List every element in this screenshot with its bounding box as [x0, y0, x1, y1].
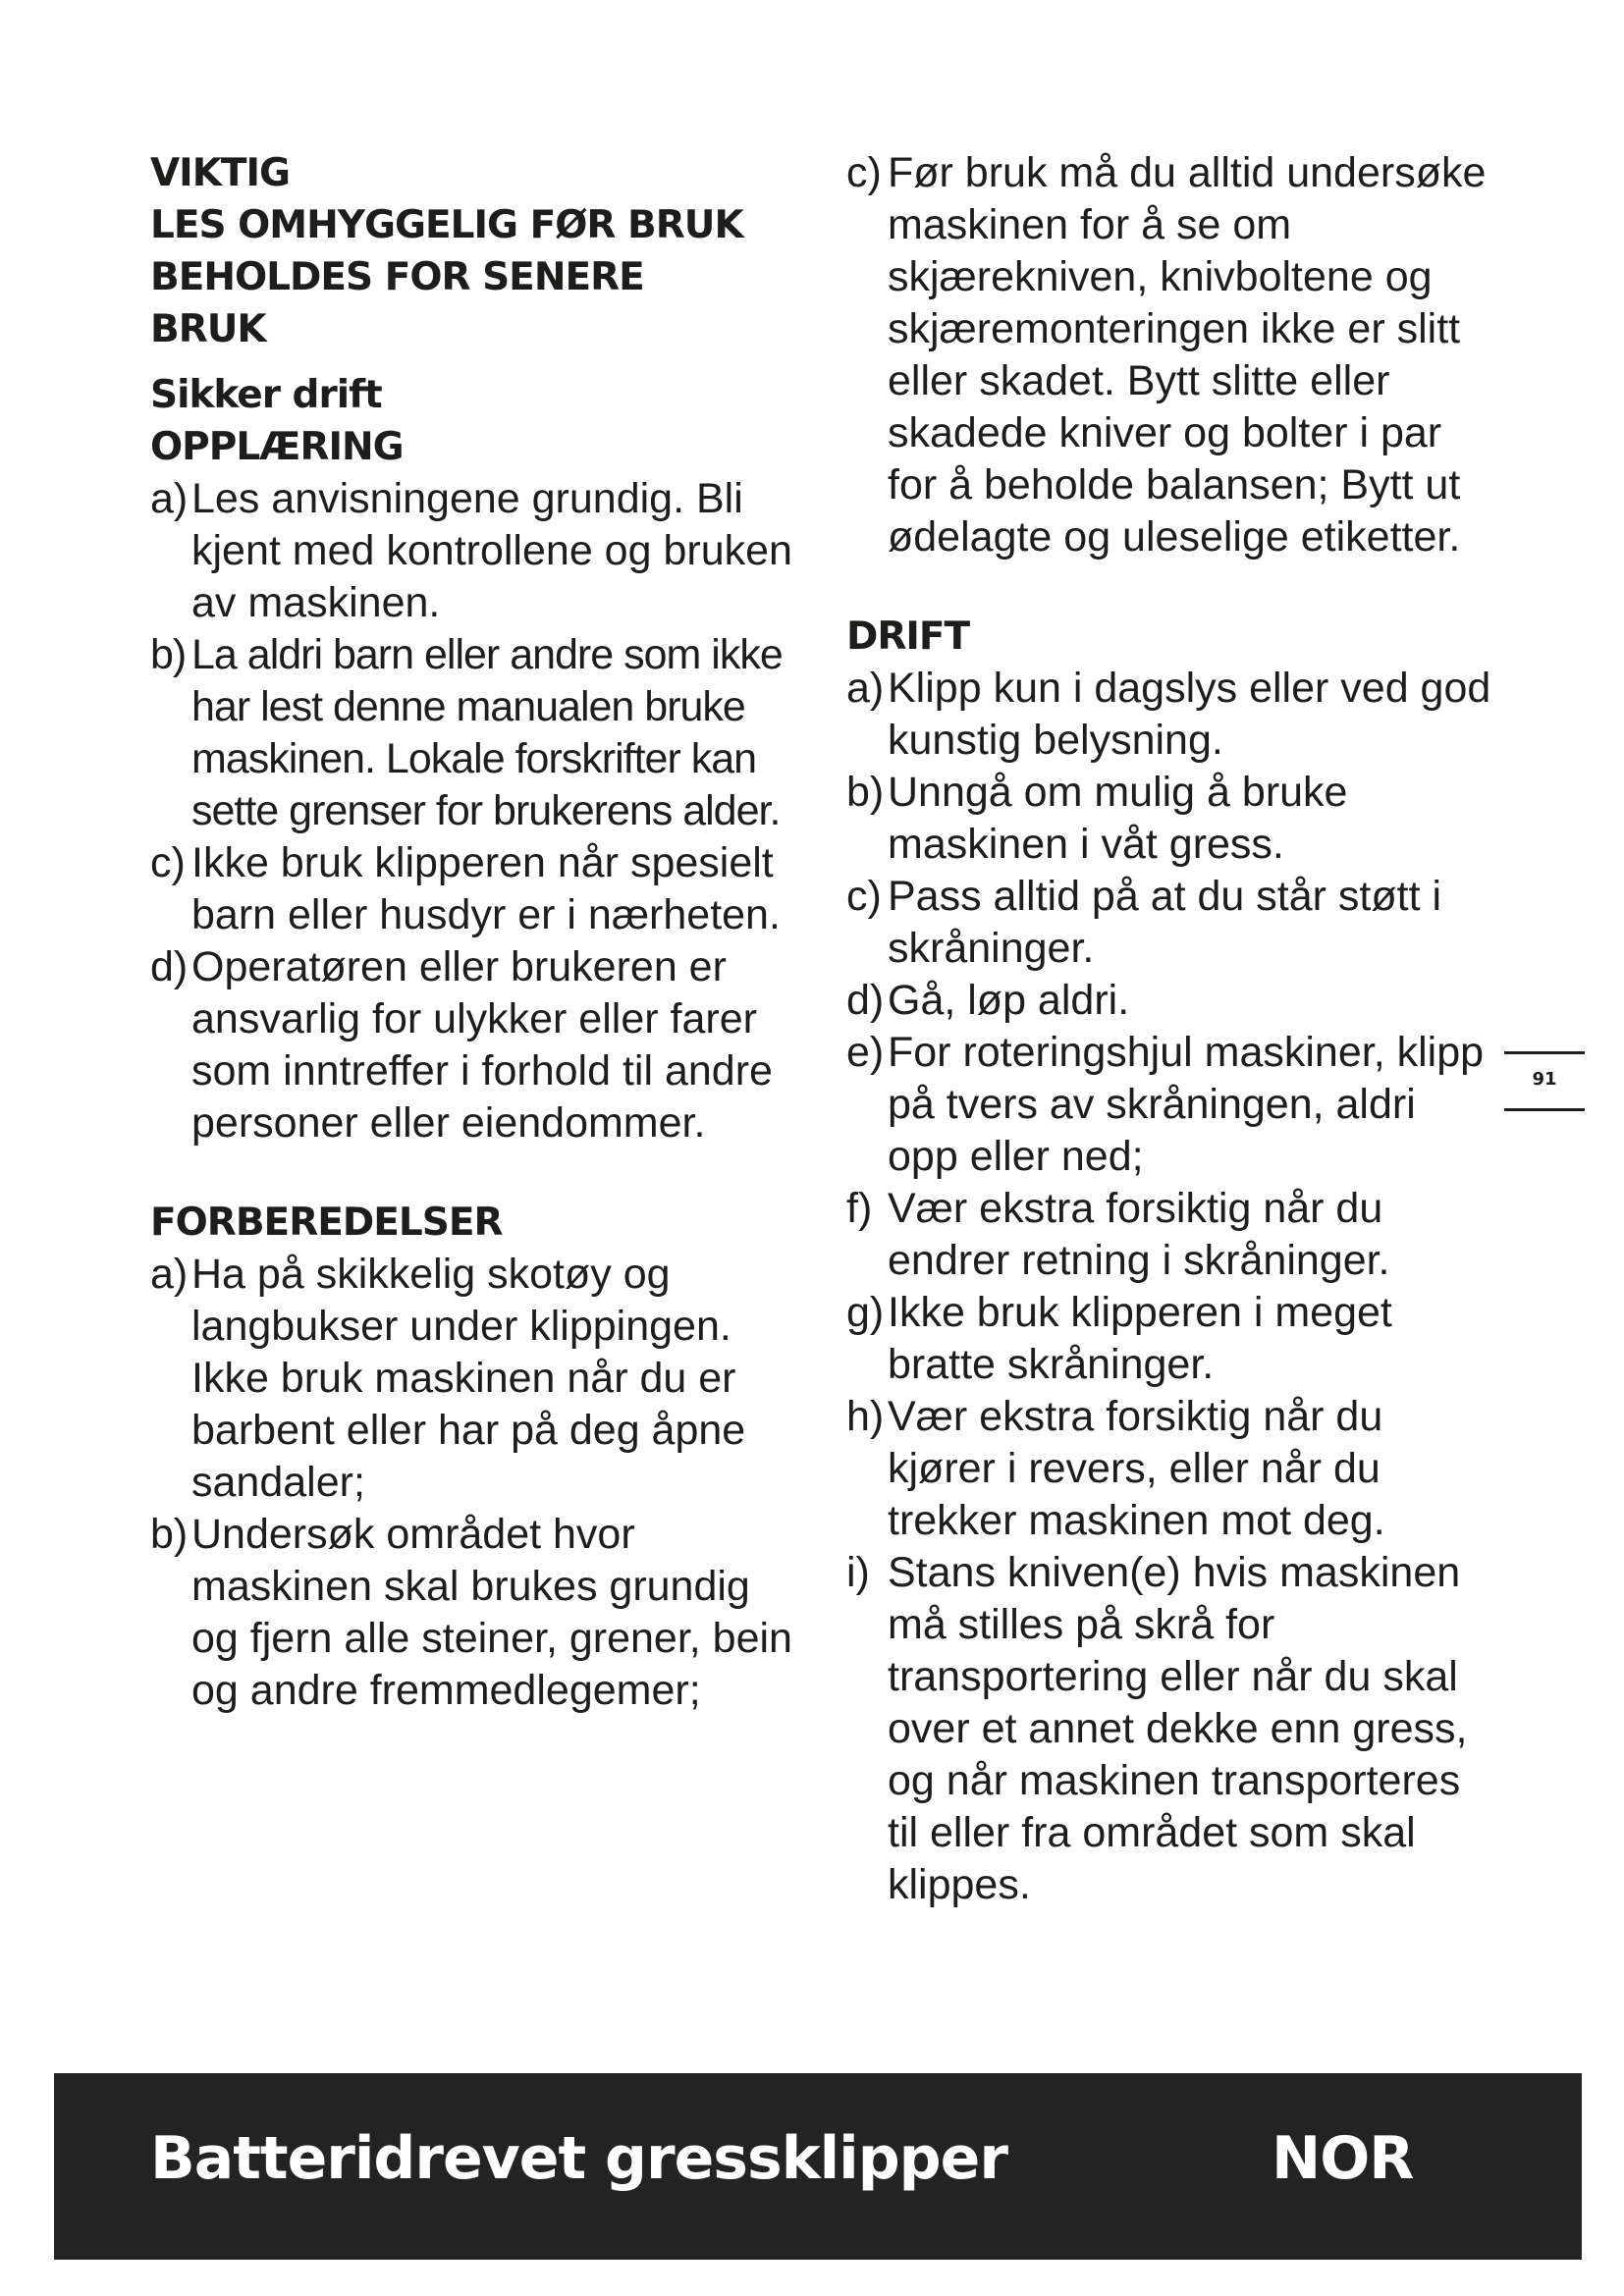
list-item: [846, 663, 1494, 767]
item-text: Vær ekstra forsiktig når du kjører i revers, eller når du trekker maskinen mot deg.: [888, 1393, 1385, 1544]
item-marker: d): [846, 977, 885, 1024]
training-list: [150, 473, 798, 1149]
list-item: [150, 1249, 798, 1509]
operation-title: DRIFT: [846, 614, 970, 659]
important-heading: VIKTIG: [150, 151, 291, 195]
list-item: [150, 629, 798, 837]
item-text: Ikke bruk klipperen når spesielt barn eller husdyr er i nærheten.: [191, 839, 781, 938]
safety-title: Sikker drift: [150, 373, 382, 417]
item-marker: c): [846, 149, 882, 196]
list-item: [846, 1027, 1494, 1183]
item-marker: a): [150, 1251, 189, 1298]
operation-list: [846, 663, 1494, 1911]
item-text: Pass alltid på at du står støtt i skråninger.: [888, 873, 1442, 972]
item-text: Før bruk må du alltid undersøke maskinen for å se om skjærekniven, knivboltene og skjæremonteringen ikke er slitt eller skadet. Bytt slitte eller skadede kniver og bolter i par for å beholde balansen; Bytt ut ødelagte og uleselige etiketter.: [888, 149, 1487, 561]
list-item: [150, 941, 798, 1149]
list-item: [846, 1391, 1494, 1547]
preparation-title: FORBEREDELSER: [150, 1201, 503, 1245]
item-marker: c): [846, 873, 882, 920]
list-item: [846, 1547, 1494, 1911]
item-marker: b): [846, 769, 885, 816]
item-text: La aldri barn eller andre som ikke har lest denne manualen bruke maskinen. Lokale forskrifter kan sette grenser for brukerens alder.: [191, 631, 783, 834]
item-text: Vær ekstra forsiktig når du endrer retning i skråninger.: [888, 1185, 1390, 1284]
item-marker: d): [150, 943, 189, 990]
item-marker: g): [846, 1289, 885, 1336]
left-column: [150, 147, 798, 1717]
item-marker: f): [846, 1185, 873, 1232]
keep-heading: BEHOLDES FOR SENERE: [150, 255, 644, 299]
item-marker: c): [150, 839, 186, 886]
footer-title: Batteridrevet gressklipper: [150, 2124, 1007, 2193]
item-text: Operatøren eller brukeren er ansvarlig for ulykker eller farer som inntreffer i forhold til andre personer eller eiendommer.: [191, 943, 773, 1147]
item-marker: b): [150, 631, 187, 678]
item-marker: h): [846, 1393, 885, 1440]
page-number-rule-bottom: [1504, 1108, 1585, 1111]
list-item: [150, 473, 798, 629]
list-item: [846, 767, 1494, 871]
item-text: Ha på skikkelig skotøy og langbukser under klippingen. Ikke bruk maskinen når du er barbent eller har på deg åpne sandaler;: [191, 1251, 746, 1506]
list-item: [846, 871, 1494, 975]
item-text: Undersøk området hvor maskinen skal brukes grundig og fjern alle steiner, grener, bein og andre fremmedlegemer;: [191, 1511, 792, 1714]
item-text: Gå, løp aldri.: [888, 977, 1130, 1024]
preparation-list-cont: [846, 147, 1494, 563]
item-marker: a): [150, 475, 189, 522]
item-text: Klipp kun i dagslys eller ved god kunstig belysning.: [888, 665, 1491, 764]
item-text: For roteringshjul maskiner, klipp på tvers av skråningen, aldri opp eller ned;: [888, 1029, 1485, 1180]
training-title: OPPLÆRING: [150, 425, 404, 469]
item-marker: e): [846, 1029, 885, 1076]
read-carefully-heading: LES OMHYGGELIG FØR BRUK: [150, 203, 743, 247]
list-item: [846, 975, 1494, 1027]
list-item: [846, 1287, 1494, 1391]
item-text: Unngå om mulig å bruke maskinen i våt gress.: [888, 769, 1348, 868]
page-number-rule-top: [1504, 1051, 1585, 1054]
item-text: Les anvisningene grundig. Bli kjent med kontrollene og bruken av maskinen.: [191, 475, 792, 626]
item-marker: a): [846, 665, 885, 712]
item-marker: i): [846, 1549, 870, 1596]
item-text: Stans kniven(e) hvis maskinen må stilles på skrå for transportering eller når du skal over et annet dekke enn gress, og når maskinen transporteres til eller fra området som skal klippes.: [888, 1549, 1468, 1908]
preparation-list: [150, 1249, 798, 1717]
item-marker: b): [150, 1511, 189, 1558]
right-column: [846, 147, 1494, 1911]
footer-bar: [54, 2073, 1582, 2260]
page-number: 91: [1532, 1069, 1557, 1090]
list-item: [846, 1183, 1494, 1287]
keep-heading-cont: BRUK: [150, 307, 266, 351]
list-item: [150, 1509, 798, 1717]
item-text: Ikke bruk klipperen i meget bratte skråninger.: [888, 1289, 1392, 1388]
list-item: [150, 837, 798, 941]
footer-language: NOR: [1272, 2124, 1414, 2193]
list-item: [846, 147, 1494, 563]
